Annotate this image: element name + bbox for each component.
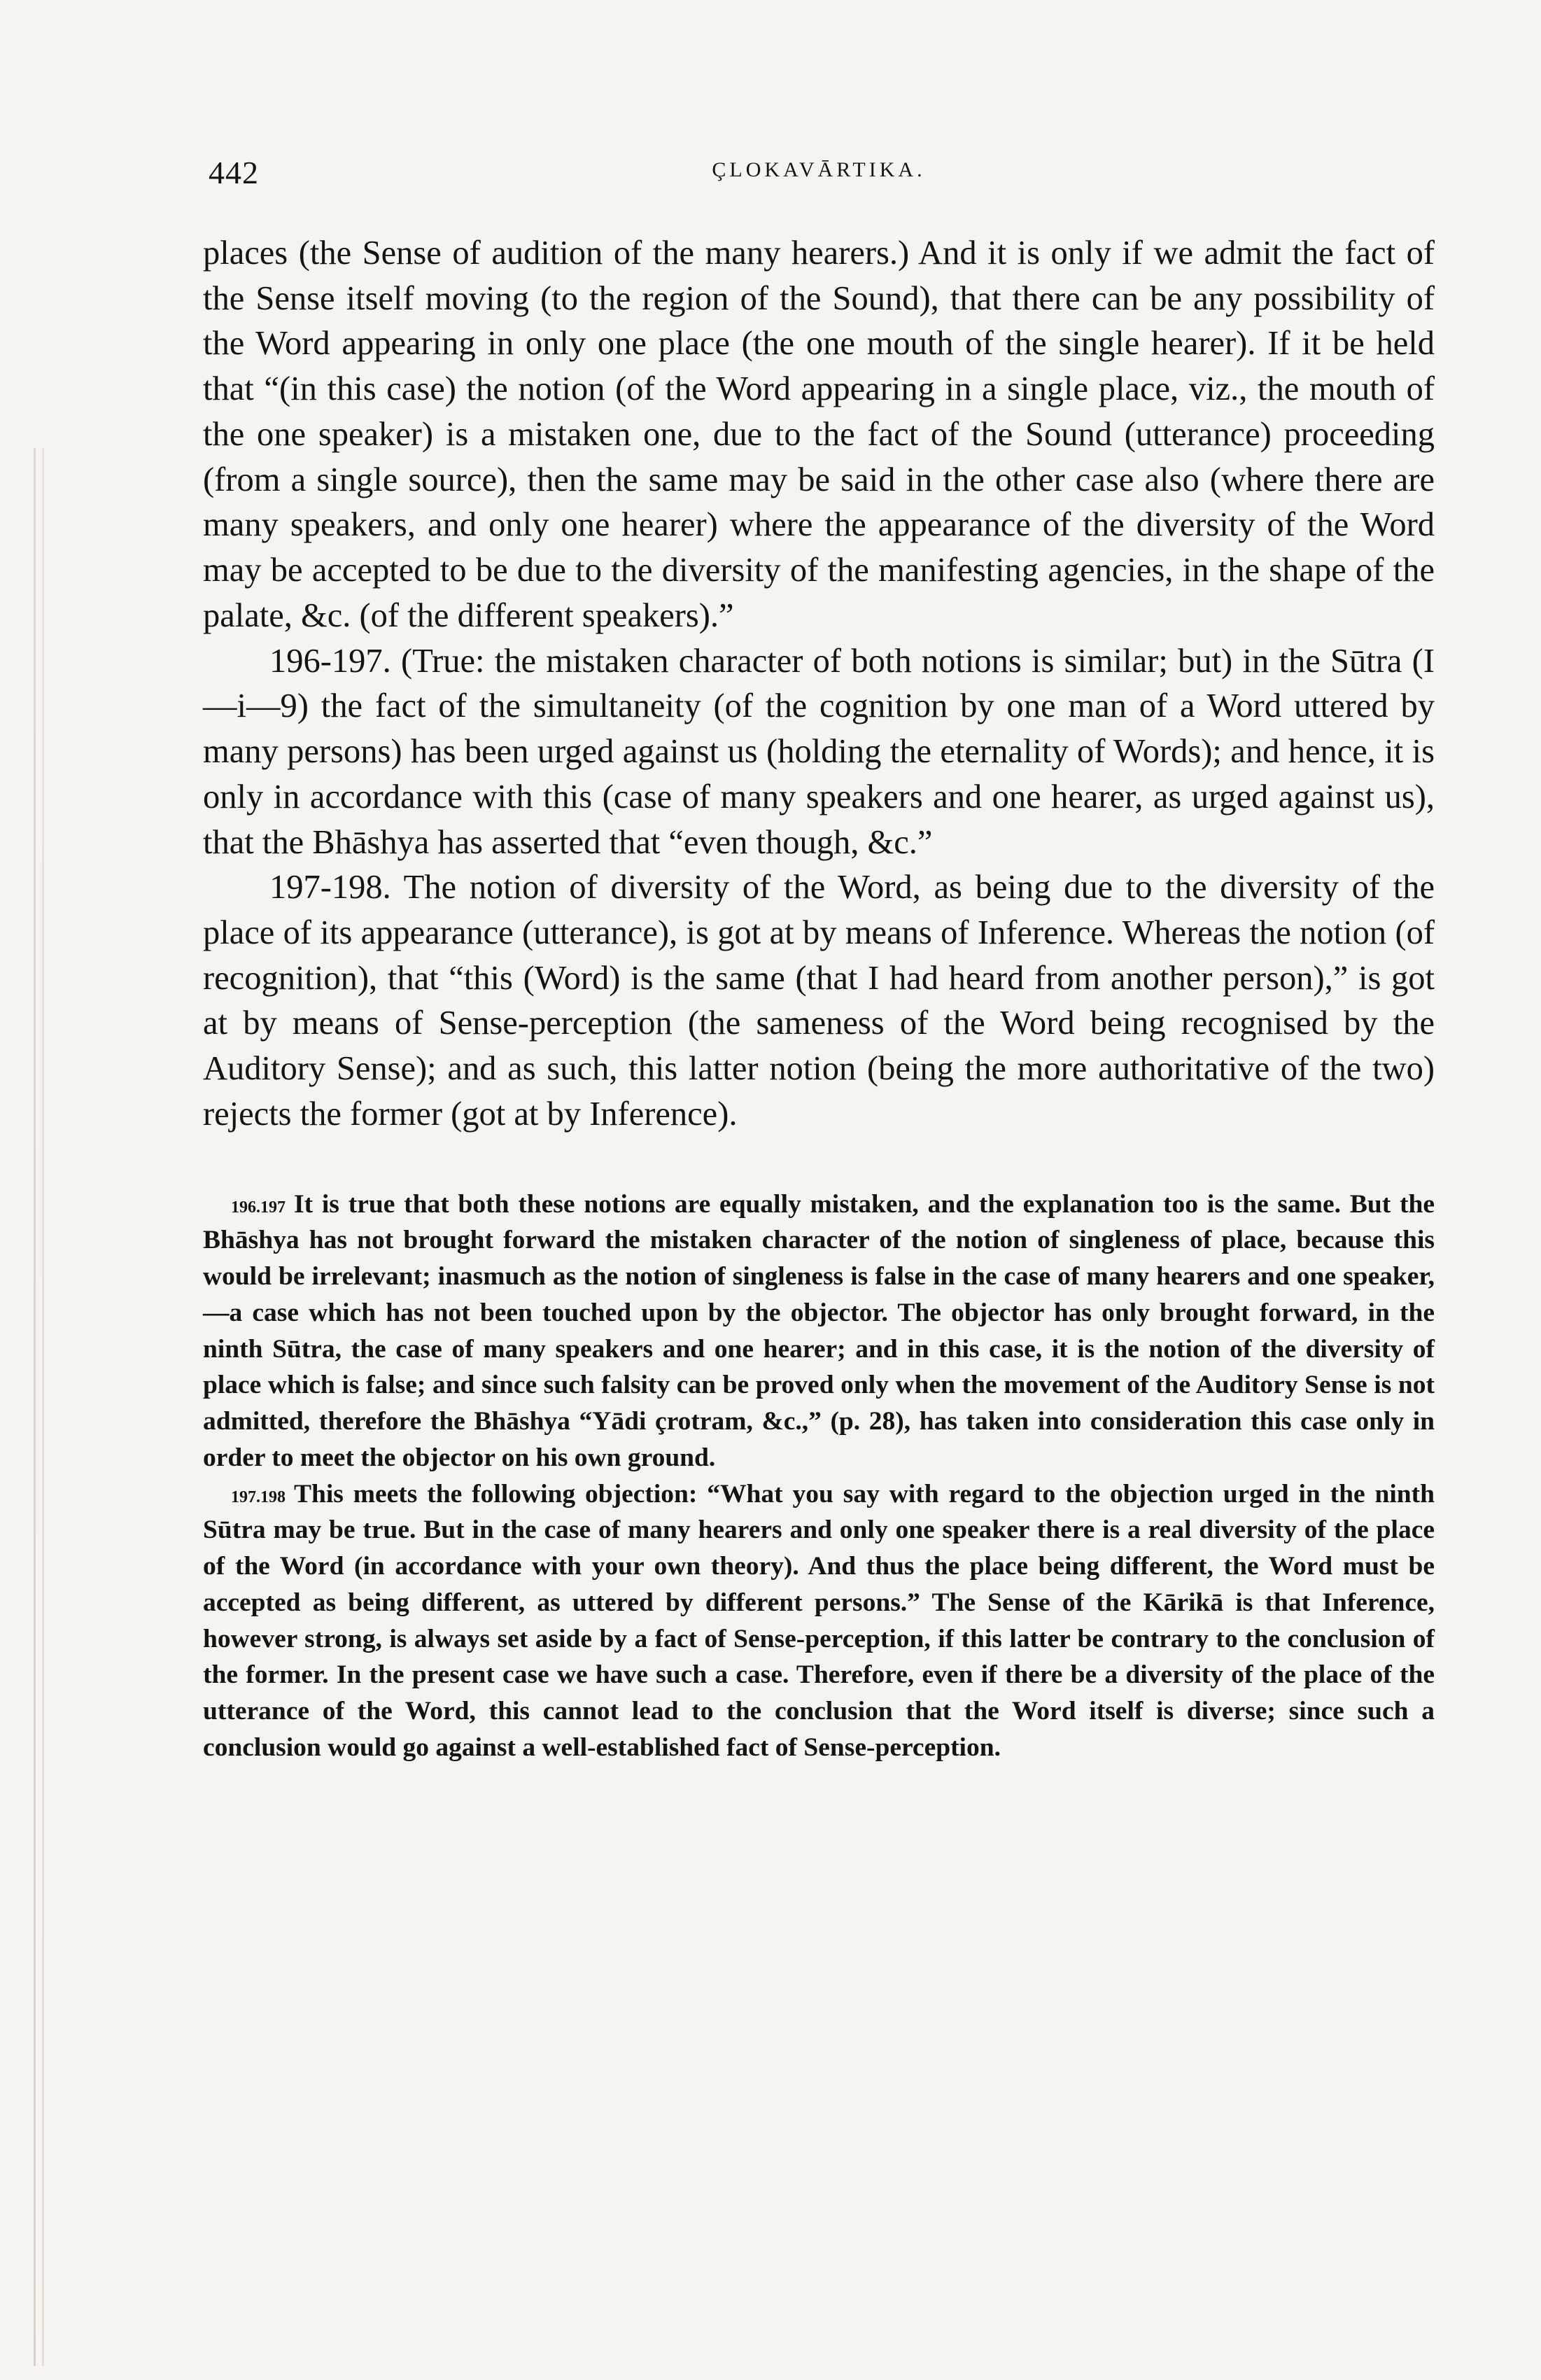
paragraph-verse-196-197: 196-197. (True: the mistaken character of both notions is similar; but) in the Sūtra (I—i—9) the fact of the simultaneity (of the cognition by one man of a Word uttered by many persons) has been urged against us (holding the eternality of Words); and hence, it is only in accordance with this (case of many speakers and one hearer, as urged against us), that the Bhāshya has asserted that “even though, &c.” (203, 642, 1435, 861)
footnote (203, 1186, 1435, 1476)
footnote (203, 1476, 1435, 1766)
running-title: ÇLOKAVĀRTIKA. (712, 158, 926, 181)
footnote-text: It is true that both these notions are equally mistaken, and the explanation too is the same. But the Bhāshya has not brought forward the mistaken character of the notion of singleness of place, because this would be irrelevant; inasmuch as the notion of singleness is false in the case of many hearers and one speaker,—a case which has not been touched upon by the objector. The objector has only brought forward, in the ninth Sūtra, the case of many speakers and one hearer; and in this case, it is the notion of the diversity of place which is false; and since such falsity can be proved only when the movement of the Auditory Sense is not admitted, therefore the Bhāshya “Yādi çrotram, &c.,” (p. 28), has taken into consideration this case only in order to meet the objector on his own ground. (203, 1189, 1435, 1472)
paragraph-continued: places (the Sense of audition of the many hearers.) And it is only if we admit the fact of the Sense itself moving (to the region of the Sound), that there can be any possibility of the Word appearing in only one place (the one mouth of the single hearer). If it be held that “(in this case) the notion (of the Word appearing in a single place, viz., the mouth of the one speaker) is a mistaken one, due to the fact of the Sound (utterance) proceeding (from a single source), then the same may be said in the other case also (where there are many speakers, and only one hearer) where the appearance of the diversity of the Word may be accepted to be due to the diversity of the manifesting agencies, in the shape of the palate, &c. (of the different speakers).” (203, 234, 1435, 634)
book-page (203, 154, 1435, 1766)
paragraph-verse-197-198: 197-198. The notion of diversity of the Word, as being due to the diversity of the place of its appearance (utterance), is got at by means of Inference. Whereas the notion (of recognition), that “this (Word) is the same (that I had heard from another person),” is got at by means of Sense-perception (the sameness of the Word being recognised by the Auditory Sense); and as such, this latter notion (being the more authoritative of the two) rejects the former (got at by Inference). (203, 869, 1435, 1133)
page-number: 442 (209, 155, 259, 190)
main-text (203, 231, 1435, 1138)
running-head (203, 154, 1435, 203)
footnote-ref: 197.198 (231, 1488, 286, 1506)
footnote-text: This meets the following objection: “What you say with regard to the objection urged in the ninth Sūtra may be true. But in the case of many hearers and only one speaker there is a real diversity of the place of the Word (in accordance with your own theory). And thus the place being different, the Word must be accepted as being different, as uttered by different persons.” The Sense of the Kārikā is that Inference, however strong, is always set aside by a fact of Sense-perception, if this latter be contrary to the conclusion of the former. In the present case we have such a case. Therefore, even if there be a diversity of the place of the utterance of the Word, this cannot lead to the conclusion that the Word itself is diverse; since such a conclusion would go against a well-established fact of Sense-perception. (203, 1479, 1435, 1762)
margin-rule-secondary (42, 448, 44, 2366)
footnotes (203, 1186, 1435, 1766)
margin-rule (34, 448, 36, 2366)
footnote-ref: 196.197 (231, 1198, 286, 1217)
